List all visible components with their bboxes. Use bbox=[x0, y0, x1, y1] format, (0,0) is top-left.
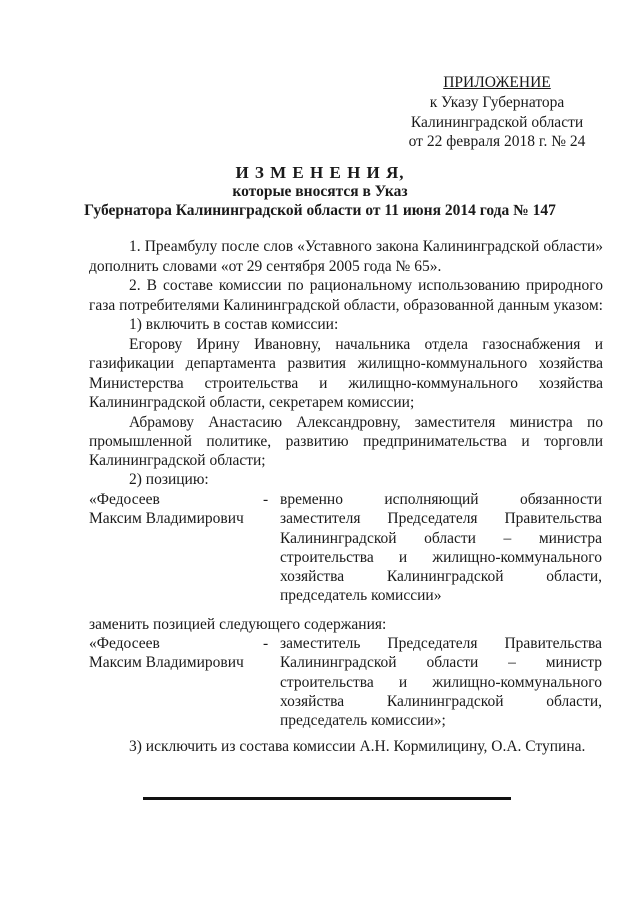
egorova-line-3: Министерства строительства и жилищно-коммунального хозяйства bbox=[89, 375, 603, 392]
old-position-line-1: временно исполняющий обязанности bbox=[280, 491, 602, 508]
annex-line-1: к Указу Губернатора bbox=[429, 94, 565, 111]
old-position-name-2: Максим Владимирович bbox=[89, 510, 244, 527]
abramova-line-1: Абрамову Анастасию Александровну, заместителя министра по bbox=[129, 414, 603, 431]
new-position-line-3: строительства и жилищно-коммунального bbox=[280, 674, 602, 691]
new-position-name-1: «Федосеев bbox=[89, 635, 160, 652]
closing-rule bbox=[143, 797, 511, 800]
old-position-line-3: Калининградской области – министра bbox=[280, 530, 602, 547]
document-subtitle-1: которые вносятся в Указ bbox=[232, 183, 408, 200]
annex-line-3: от 22 февраля 2018 г. № 24 bbox=[408, 133, 586, 150]
new-position-dash: - bbox=[263, 635, 269, 652]
new-position-line-1: заместитель Председателя Правительства bbox=[280, 635, 602, 652]
new-position-line-5: председатель комиссии»; bbox=[280, 712, 446, 729]
old-position-line-2: заместителя Председателя Правительства bbox=[280, 510, 602, 527]
old-position-line-6: председатель комиссии» bbox=[280, 587, 442, 604]
para2-line-1: 2. В составе комиссии по рациональному использованию природного bbox=[129, 277, 603, 294]
annex-heading: ПРИЛОЖЕНИЕ bbox=[443, 74, 551, 91]
document-subtitle-2: Губернатора Калининградской области от 11 июня 2014 года № 147 bbox=[84, 202, 556, 219]
new-position-line-2: Калининградской области – министр bbox=[280, 654, 602, 671]
document-title: И З М Е Н Е Н И Я, bbox=[235, 163, 405, 182]
para1-line-1: 1. Преамбулу после слов «Уставного закона Калининградской области» bbox=[129, 238, 603, 255]
replace-label: заменить позицией следующего содержания: bbox=[89, 616, 387, 633]
new-position-name-2: Максим Владимирович bbox=[89, 654, 244, 671]
annex-line-2: Калининградской области bbox=[410, 114, 584, 131]
new-position-line-4: хозяйства Калининградской области, bbox=[280, 693, 602, 710]
item1-label: 1) включить в состав комиссии: bbox=[129, 316, 339, 333]
old-position-line-4: строительства и жилищно-коммунального bbox=[280, 549, 602, 566]
abramova-line-2: промышленной политике, развитию предпринимательства и торговли bbox=[89, 433, 603, 450]
egorova-line-4: Калининградской области, секретарем комиссии; bbox=[89, 394, 415, 411]
item3-text: 3) исключить из состава комиссии А.Н. Кормилицину, О.А. Ступина. bbox=[129, 738, 586, 755]
old-position-name-1: «Федосеев bbox=[89, 491, 160, 508]
egorova-line-1: Егорову Ирину Ивановну, начальника отдела газоснабжения и bbox=[129, 336, 603, 353]
egorova-line-2: газификации департамента развития жилищно-коммунального хозяйства bbox=[89, 355, 603, 372]
abramova-line-3: Калининградской области; bbox=[89, 452, 266, 469]
item2-label: 2) позицию: bbox=[129, 471, 209, 488]
para1-line-2: дополнить словами «от 29 сентября 2005 года № 65». bbox=[89, 258, 442, 275]
para2-line-2: газа потребителями Калининградской области, образованной данным указом: bbox=[89, 297, 603, 314]
old-position-line-5: хозяйства Калининградской области, bbox=[280, 568, 602, 585]
old-position-dash: - bbox=[263, 491, 269, 508]
